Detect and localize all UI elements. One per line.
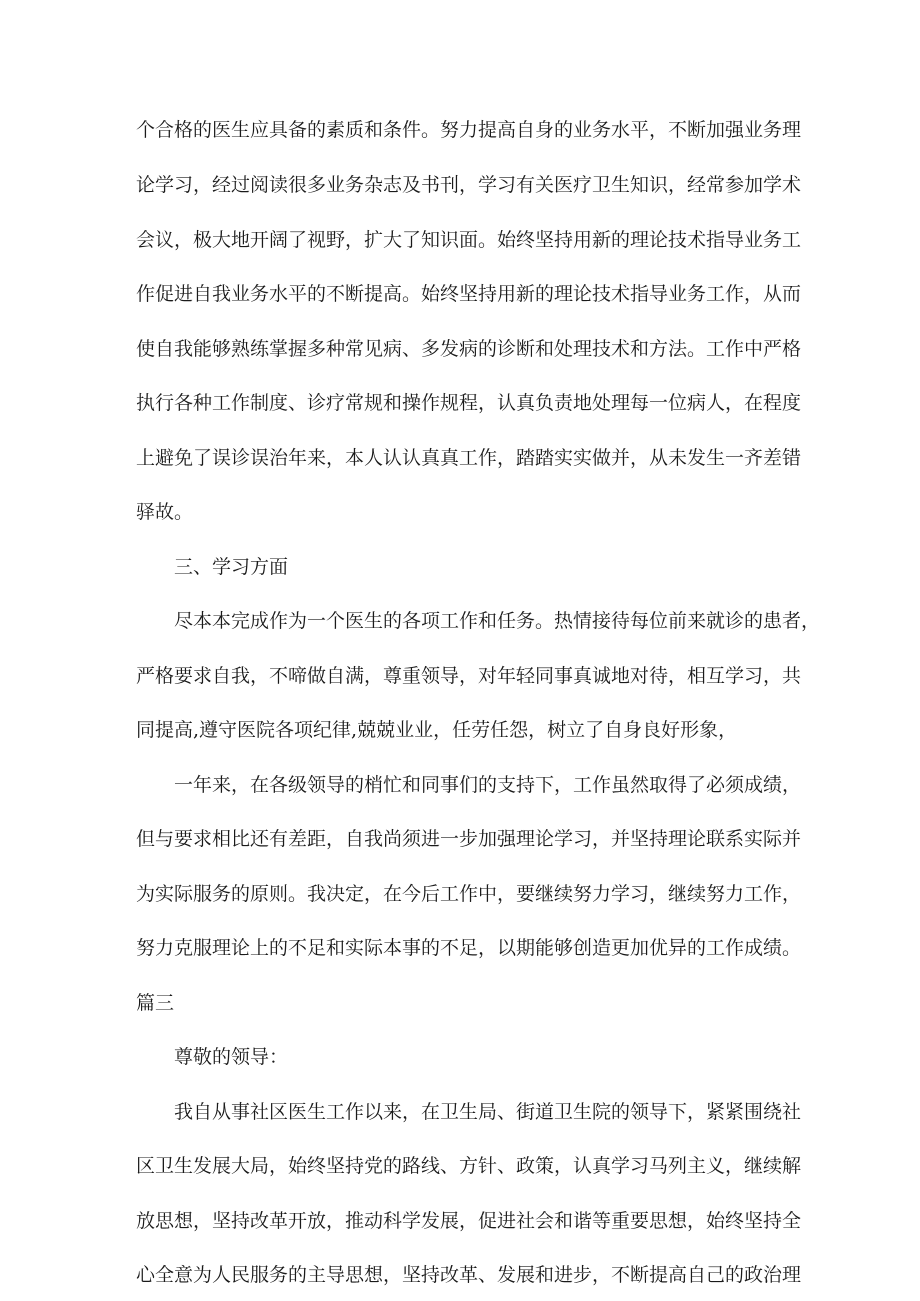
text-line: 论学习，经过阅读很多业务杂志及书刊，学习有关医疗卫生知识，经常参加学术	[136, 174, 802, 196]
text-line: 我自从事社区医生工作以来，在卫生局、街道卫生院的领导下，紧紧围绕社	[174, 1101, 802, 1123]
section-heading: 三、学习方面	[174, 556, 289, 578]
text-line: 一年来，在各级领导的梢忙和同事们的支持下，工作虽然取得了必须成绩，	[174, 774, 802, 796]
salutation: 尊敬的领导：	[174, 1046, 289, 1068]
text-line: 心全意为人民服务的主导思想，坚持改革、发展和进步，不断提高自己的政治理	[136, 1264, 802, 1286]
text-line: 驿故。	[136, 501, 194, 523]
text-line: 作促进自我业务水平的不断提高。始终坚持用新的理论技术指导业务工作，从而	[136, 283, 802, 305]
text-line: 上避免了误诊误治年来，本人认认真真工作，踏踏实实做并，从未发生一齐差错	[136, 447, 802, 469]
text-line: 个合格的医生应具备的素质和条件。努力提高自身的业务水平，不断加强业务理	[136, 119, 802, 141]
text-line: 使自我能够熟练掌握多种常见病、多发病的诊断和处理技术和方法。工作中严格	[136, 338, 802, 360]
text-line: 努力克服理论上的不足和实际本事的不足，以期能够创造更加优异的工作成绩。	[136, 937, 802, 959]
text-line: 严格要求自我，不啼做自满，尊重领导，对年轻同事真诚地对待，相互学习，共	[136, 665, 802, 687]
part-heading: 篇三	[136, 992, 175, 1014]
text-line: 区卫生发展大局，始终坚持党的路线、方针、政策，认真学习马列主义，继续解	[136, 1155, 802, 1177]
text-line: 放思想，坚持改革开放，推动科学发展，促进社会和谐等重要思想，始终坚持全	[136, 1210, 802, 1232]
text-line: 尽本本完成作为一个医生的各项工作和任务。热情接待每位前来就诊的患者，	[174, 610, 821, 632]
text-line: 但与要求相比还有差距，自我尚须进一步加强理论学习，并坚持理论联系实际并	[136, 828, 802, 850]
text-line: 会议，极大地开阔了视野，扩大了知识面。始终坚持用新的理论技术指导业务工	[136, 229, 802, 251]
text-line: 同提高,遵守医院各项纪律,兢兢业业，任劳任怨，树立了自身良好形象，	[136, 719, 738, 741]
text-line: 执行各种工作制度、诊疗常规和操作规程，认真负责地处理每一位病人，在程度	[136, 392, 802, 414]
text-line: 为实际服务的原则。我决定，在今后工作中，要继续努力学习，继续努力工作，	[136, 883, 802, 905]
